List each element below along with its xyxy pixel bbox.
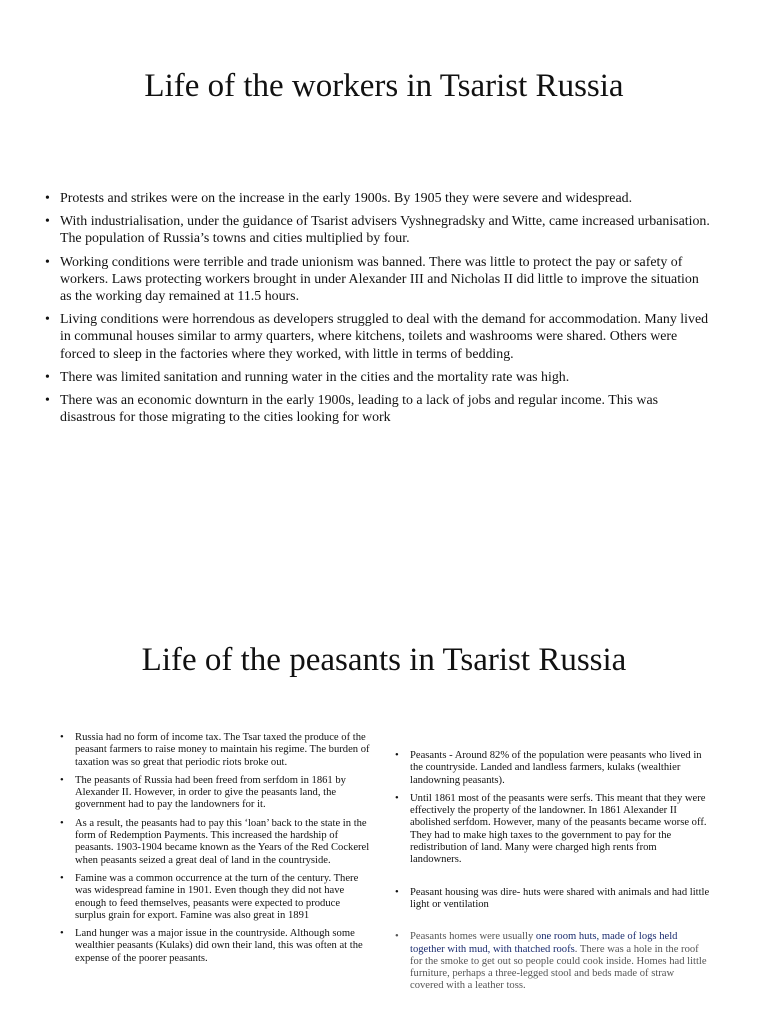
list-item: • As a result, the peasants had to pay this ‘loan’ back to the state in the form of Redemption Payments. This increased the hardship of peasants. 1903-1904 became known as the Years of the Red Cockerel when peasants seized a great deal of land in the countryside.	[75, 818, 373, 867]
slide-title: Life of the workers in Tsarist Russia	[144, 68, 624, 104]
housing-text-suffix: . There was a hole in the roof for the smoke to get out so people could cook inside. Homes had little furniture, perhaps a three-legged stool and beds made of straw covered with a leather toss.	[410, 943, 707, 992]
list-item: • Famine was a common occurrence at the turn of the century. There was widespread famine in 1901. Even though they did not have enough to feed themselves, peasants were expected to produce surplus grain for export. Famine was also great in 1891	[75, 873, 373, 922]
list-item: • Living conditions were horrendous as developers struggled to deal with the demand for accommodation. Many lived in communal houses similar to army quarters, where kitchens, toilets and washrooms were shared. Others were forced to sleep in the factories where they worked, with little in terms of bedding.	[60, 311, 710, 363]
list-item: • Russia had no form of income tax. The Tsar taxed the produce of the peasant farmers to raise money to maintain his regime. The burden of taxation was so great that periodic riots broke out.	[75, 732, 373, 769]
housing-text-highlight: one room huts, made of logs held together with mud, with thatched roofs	[410, 931, 678, 955]
slide-peasants	[0, 560, 768, 1024]
list-item: • Peasant housing was dire- huts were shared with animals and had little light or ventilation	[410, 887, 710, 912]
bullet-list	[60, 190, 710, 432]
list-item: • Peasants - Around 82% of the population were peasants who lived in the countryside. Landed and landless farmers, kulaks (wealthier landowning peasants).	[410, 750, 710, 787]
list-item: • There was an economic downturn in the early 1900s, leading to a lack of jobs and regular income. This was disastrous for those migrating to the cities looking for work	[60, 392, 710, 426]
list-item: • Protests and strikes were on the increase in the early 1900s. By 1905 they were severe and widespread.	[60, 190, 710, 207]
right-bullet-list	[410, 750, 710, 999]
slide-title: Life of the peasants in Tsarist Russia	[141, 642, 627, 678]
left-bullet-list	[75, 732, 373, 971]
list-item: • There was limited sanitation and running water in the cities and the mortality rate was high.	[60, 369, 710, 386]
housing-text-prefix: Peasants homes were usually	[410, 931, 536, 943]
list-item: • The peasants of Russia had been freed from serfdom in 1861 by Alexander II. However, in order to give the peasants land, the government had to pay the landowners for it.	[75, 775, 373, 812]
list-item: • Land hunger was a major issue in the countryside. Although some wealthier peasants (Kulaks) did own their land, this was often at the expense of the poorer peasants.	[75, 928, 373, 965]
list-item-housing	[410, 931, 710, 992]
list-item: • Until 1861 most of the peasants were serfs. This meant that they were effectively the property of the landowner. In 1861 Alexander II abolished serfdom. However, many of the peasants became worse off. They had to make high taxes to the government to pay for the redistribution of land. Many were charged high rents from landowners.	[410, 793, 710, 867]
list-item: • Working conditions were terrible and trade unionism was banned. There was little to protect the pay or safety of workers. Laws protecting workers brought in under Alexander III and Nicholas II did little to improve the situation as the working day remained at 11.5 hours.	[60, 254, 710, 306]
list-item: • With industrialisation, under the guidance of Tsarist advisers Vyshnegradsky and Witte, came increased urbanisation. The population of Russia’s towns and cities multiplied by four.	[60, 213, 710, 247]
